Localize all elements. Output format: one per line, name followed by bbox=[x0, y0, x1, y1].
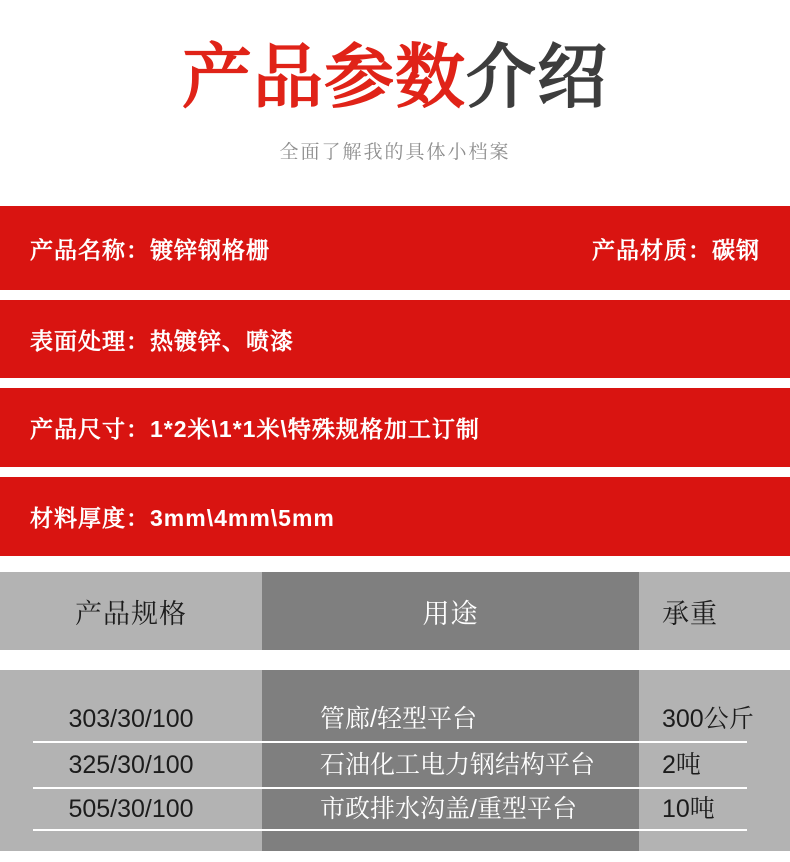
page-title-rest: 介绍 bbox=[466, 38, 608, 116]
spec-table-body bbox=[0, 670, 790, 851]
usage-cell: 管廊/轻型平台 bbox=[320, 705, 477, 733]
product-name-text: 产品名称：镀锌钢格栅 bbox=[30, 236, 270, 263]
table-row bbox=[0, 743, 790, 787]
product-size-text: 产品尺寸：1*2米\1*1米\特殊规格加工订制 bbox=[30, 416, 480, 442]
page-subtitle: 全面了解我的具体小档案 bbox=[279, 142, 511, 163]
spec-cell: 505/30/100 bbox=[68, 795, 194, 823]
page-title bbox=[0, 0, 790, 116]
banner-surface-treatment bbox=[0, 300, 790, 378]
page-title-highlight: 产品参数 bbox=[182, 38, 466, 116]
banner-material-thickness bbox=[0, 477, 790, 556]
table-row bbox=[0, 789, 790, 829]
banner-product-size bbox=[0, 388, 790, 467]
column-header-spec: 产品规格 bbox=[75, 598, 187, 629]
column-header-load: 承重 bbox=[662, 598, 718, 629]
table-row bbox=[0, 698, 790, 741]
product-material-text: 产品材质：碳钢 bbox=[592, 236, 760, 263]
surface-treatment-text: 表面处理：热镀锌、喷漆 bbox=[30, 327, 294, 354]
column-header-usage: 用途 bbox=[422, 598, 479, 629]
row-separator bbox=[33, 829, 747, 831]
material-thickness-text: 材料厚度：3mm\4mm\5mm bbox=[30, 505, 335, 531]
spec-cell: 325/30/100 bbox=[68, 751, 194, 779]
spec-table-header bbox=[0, 572, 790, 650]
load-cell: 10吨 bbox=[662, 795, 715, 823]
load-cell: 2吨 bbox=[662, 751, 701, 779]
banner-product-name bbox=[0, 206, 790, 290]
spec-cell: 303/30/100 bbox=[68, 705, 194, 733]
usage-cell: 市政排水沟盖/重型平台 bbox=[320, 795, 577, 823]
usage-cell: 石油化工电力钢结构平台 bbox=[320, 751, 596, 779]
load-cell: 300公斤 bbox=[662, 705, 754, 733]
